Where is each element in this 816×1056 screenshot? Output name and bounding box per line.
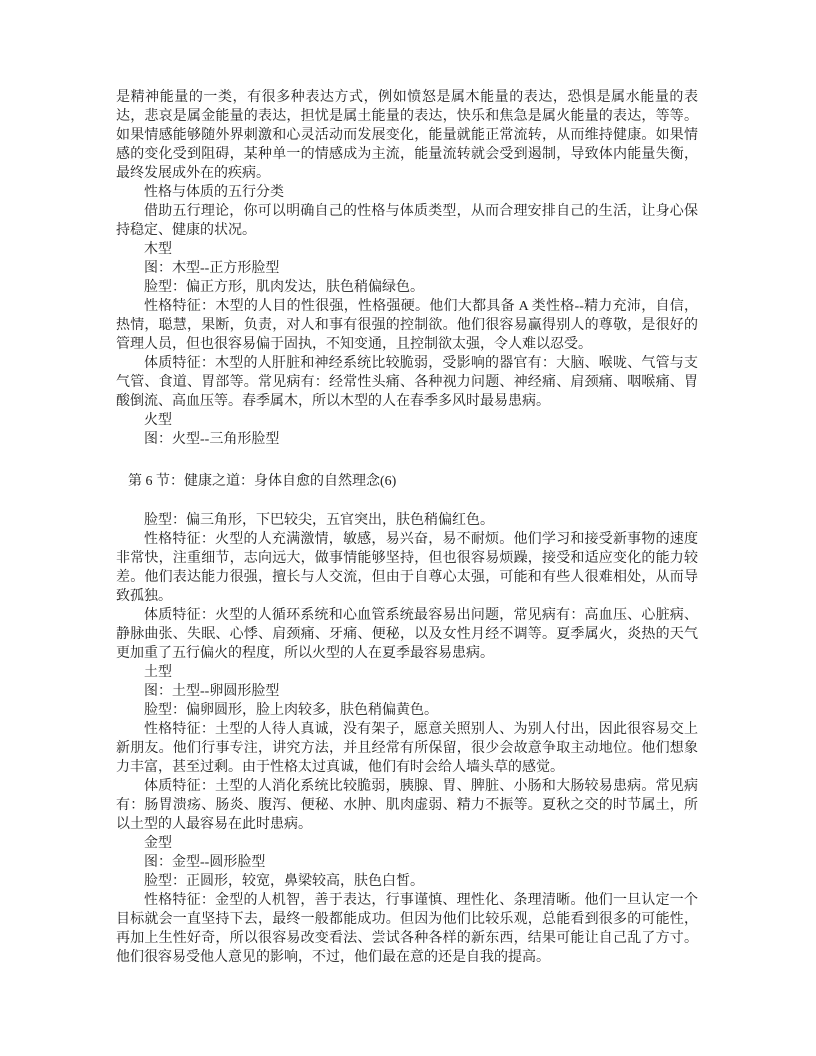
figure-caption-wood-square-face: 图：木型--正方形脸型 [144, 261, 280, 276]
page-text-column [116, 88, 698, 967]
paragraph-wood-personality: 性格特征：木型的人目的性很强，性格强硬。他们大都具备 A 类性格--精力充沛，自信，热情，聪慧，果断，负责，对人和事有很强的控制欲。他们很容易赢得别人的尊敬，是很好的管理人员，但也很容易偏于固执，不知变通，且控制欲太强，令人难以忍受。 [116, 299, 698, 352]
paragraph-fire-constitution: 体质特征：火型的人循环系统和心血管系统最容易出问题，常见病有：高血压、心脏病、静脉曲张、失眠、心悸、肩颈痛、牙痛、便秘，以及女性月经不调等。夏季属火，炎热的天气更加重了五行偏火的程度，所以火型的人在夏季最容易患病。 [116, 608, 698, 661]
line-metal-face-shape: 脸型：正圆形，较宽，鼻梁较高，肤色白皙。 [144, 874, 424, 889]
figure-caption-fire-triangle-face: 图：火型--三角形脸型 [144, 432, 280, 447]
subheading-five-element-classification: 性格与体质的五行分类 [144, 185, 284, 200]
paragraph-fire-personality: 性格特征：火型的人充满激情，敏感，易兴奋，易不耐烦。他们学习和接受新事物的速度非常快，注重细节，志向远大，做事情能够坚持，但也很容易烦躁，接受和适应变化的能力较差。他们表达能力很强，擅长与人交流，但由于自尊心太强，可能和有些人很难相处，从而导致孤独。 [116, 532, 698, 604]
line-fire-face-shape: 脸型：偏三角形，下巴较尖，五官突出，肤色稍偏红色。 [144, 513, 494, 528]
paragraph-emotion-energy-continuation: 是精神能量的一类，有很多种表达方式，例如愤怒是属木能量的表达，恐惧是属水能量的表达，悲哀是属金能量的表达，担忧是属土能量的表达，快乐和焦急是属火能量的表达，等等。如果情感能够随外界刺激和心灵活动而发展变化，能量就能正常流转，从而维持健康。如果情感的变化受到阻碍，某种单一的情感成为主流，能量流转就会受到遏制，导致体内能量失衡，最终发展成外在的疾病。 [116, 90, 698, 181]
paragraph-earth-constitution: 体质特征：土型的人消化系统比较脆弱，胰腺、胃、脾脏、小肠和大肠较易患病。常见病有：肠胃溃疡、肠炎、腹泻、便秘、水肿、肌肉虚弱、精力不振等。夏秋之交的时节属土，所以土型的人最容易在此时患病。 [116, 779, 698, 832]
line-earth-face-shape: 脸型：偏卵圆形，脸上肉较多，肤色稍偏黄色。 [144, 703, 438, 718]
line-wood-face-shape: 脸型：偏正方形，肌肉发达，肤色稍偏绿色。 [144, 280, 424, 295]
label-fire-type: 火型 [144, 413, 172, 428]
label-earth-type: 土型 [144, 665, 172, 680]
paragraph-earth-personality: 性格特征：土型的人待人真诚，没有架子，愿意关照别人、为别人付出，因此很容易交上新朋友。他们行事专注，讲究方法，并且经常有所保留，很少会故意争取主动地位。他们想象力丰富，甚至过剩。由于性格太过真诚，他们有时会给人墙头草的感觉。 [116, 722, 698, 775]
figure-caption-metal-round-face: 图：金型--圆形脸型 [144, 855, 266, 870]
paragraph-five-element-intro: 借助五行理论，你可以明确自己的性格与体质类型，从而合理安排自己的生活，让身心保持稳定、健康的状况。 [116, 204, 698, 238]
figure-caption-earth-oval-face: 图：土型--卵圆形脸型 [144, 684, 280, 699]
paragraph-metal-personality: 性格特征：金型的人机智，善于表达，行事谨慎、理性化、条理清晰。他们一旦认定一个目标就会一直坚持下去，最终一般都能成功。但因为他们比较乐观，总能看到很多的可能性，再加上生性好奇，所以很容易改变看法、尝试各种各样的新东西，结果可能让自己乱了方寸。他们很容易受他人意见的影响，不过，他们最在意的还是自我的提高。 [116, 893, 698, 965]
label-wood-type: 木型 [144, 242, 172, 257]
section-header-chapter-6: 第 6 节：健康之道：身体自愈的自然理念(6) [128, 474, 397, 489]
label-metal-type: 金型 [144, 836, 172, 851]
paragraph-wood-constitution: 体质特征：木型的人肝脏和神经系统比较脆弱，受影响的器官有：大脑、喉咙、气管与支气管、食道、胃部等。常见病有：经常性头痛、各种视力问题、神经痛、肩颈痛、咽喉痛、胃酸倒流、高血压等。春季属木，所以木型的人在春季多风时最易患病。 [116, 356, 698, 409]
